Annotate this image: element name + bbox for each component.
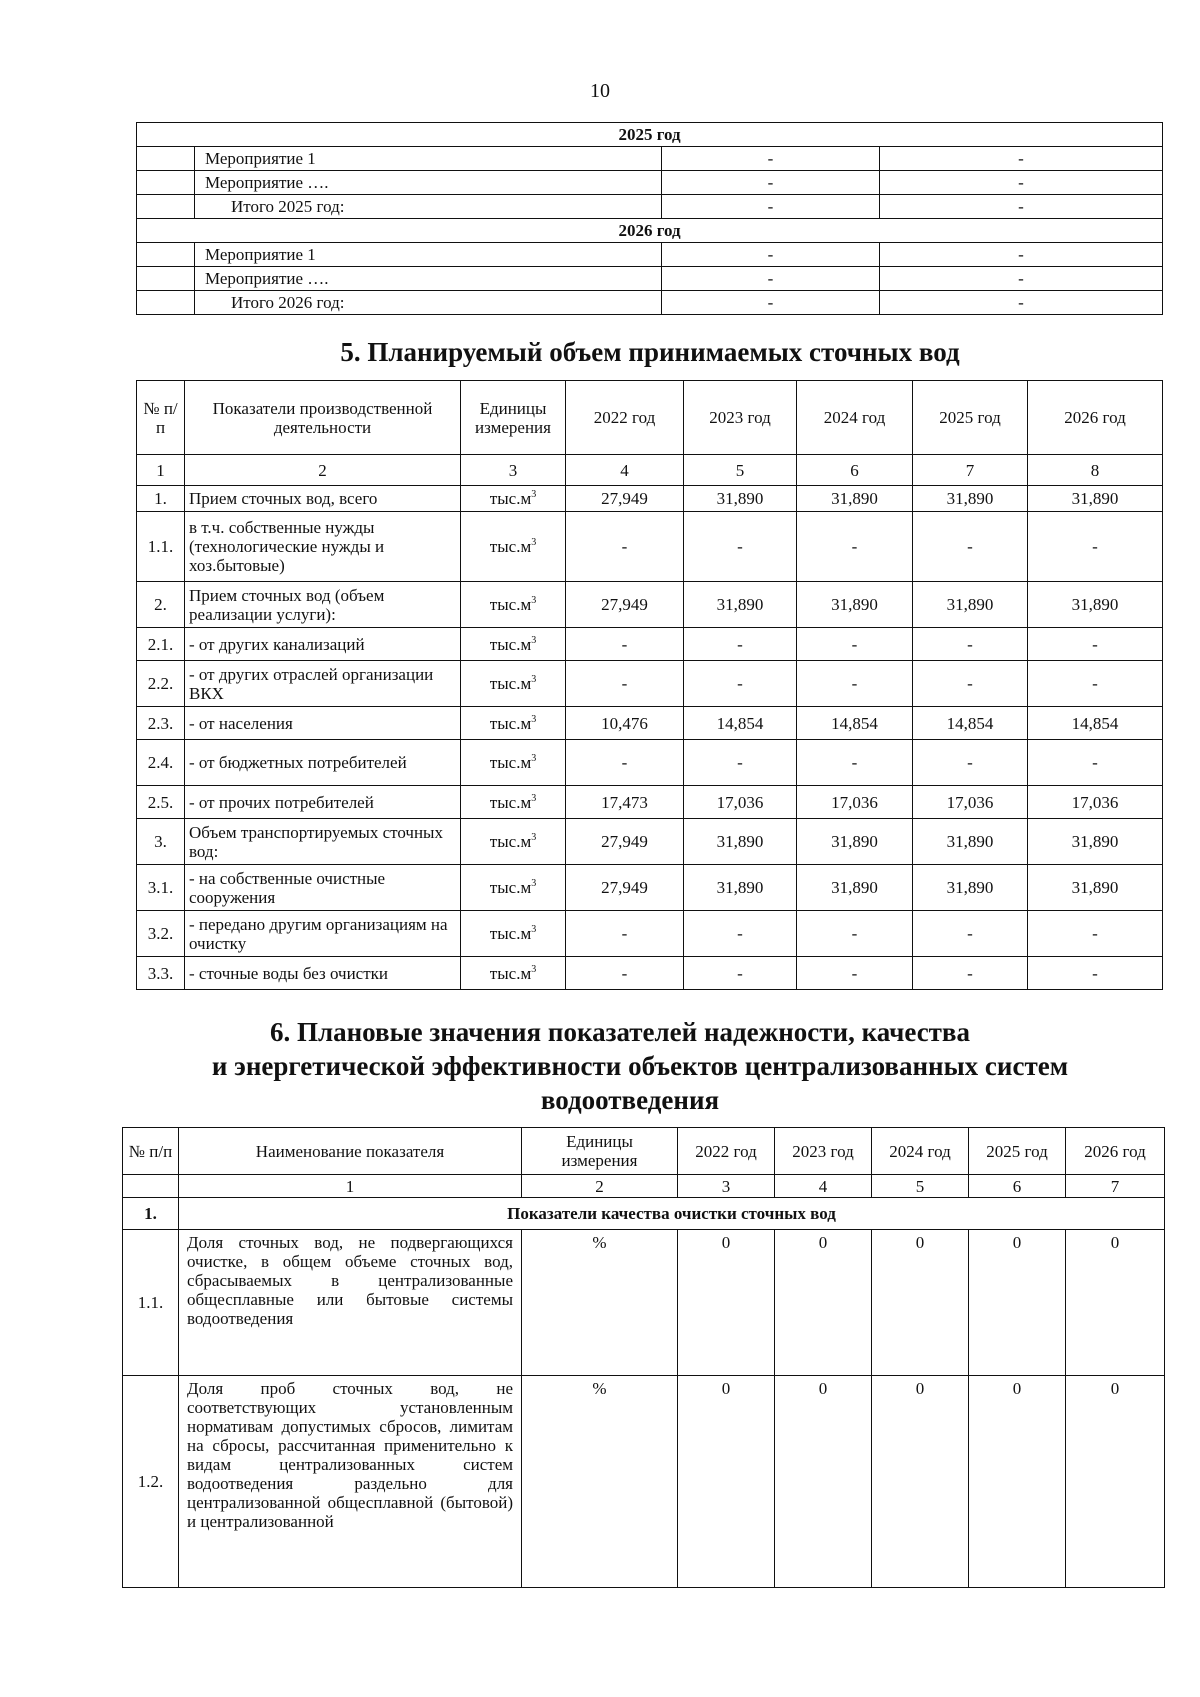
header-2024: 2024 год — [872, 1128, 969, 1175]
unit-superscript: 3 — [531, 713, 537, 725]
table-row — [137, 819, 1163, 865]
unit-superscript: 3 — [531, 634, 537, 646]
header-indicator: Показатели производственной деятельности — [185, 381, 461, 455]
header-num: № п/п — [137, 381, 185, 455]
value-cell: 14,854 — [797, 707, 913, 740]
value-cell: 27,949 — [566, 819, 684, 865]
total-label: Итого 2025 год: — [195, 195, 662, 219]
unit-superscript: 3 — [531, 595, 537, 606]
value-cell: - — [797, 512, 913, 582]
table-row: Мероприятие …. - - — [137, 267, 1163, 291]
indicator-name: Прием сточных вод (объем реализации услуги): — [185, 582, 461, 628]
indicator-name: - от населения — [185, 707, 461, 740]
header-2025: 2025 год — [969, 1128, 1066, 1175]
indicator-name: Объем транспортируемых сточных вод: — [185, 819, 461, 865]
unit-superscript: 3 — [531, 674, 537, 685]
row-num: 2. — [137, 582, 185, 628]
value-cell: 31,890 — [684, 486, 797, 512]
value-cell: - — [684, 661, 797, 707]
unit-cell — [461, 911, 566, 957]
value-cell: - — [566, 957, 684, 990]
page-number: 10 — [590, 80, 610, 102]
value-cell: 14,854 — [1028, 707, 1163, 740]
unit-cell — [461, 819, 566, 865]
unit-superscript: 3 — [531, 963, 537, 975]
value-cell: 31,890 — [913, 582, 1028, 628]
value-cell: - — [684, 957, 797, 990]
unit-text: тыс.м — [489, 963, 532, 983]
value-cell: - — [913, 957, 1028, 990]
indicator-name: - от бюджетных потребителей — [185, 740, 461, 786]
section-5-title: 5. Планируемый объем принимаемых сточных вод — [340, 337, 960, 367]
value-cell: 31,890 — [684, 865, 797, 911]
value-cell: - — [913, 628, 1028, 661]
section-6-title-line-3: водоотведения — [540, 1085, 720, 1115]
unit-text: тыс.м — [489, 924, 532, 943]
value-cell: 31,890 — [684, 582, 797, 628]
value-cell: 17,036 — [1028, 786, 1163, 819]
table-row — [137, 582, 1163, 628]
table-row — [137, 957, 1163, 990]
value-cell: - — [1028, 661, 1163, 707]
group-num: 1. — [123, 1198, 179, 1230]
table-row: Мероприятие 1 - - — [137, 147, 1163, 171]
header-unit: Единицы измерения — [461, 381, 566, 455]
value-cell: 31,890 — [797, 819, 913, 865]
value-cell: 17,473 — [566, 786, 684, 819]
row-num: 1.2. — [123, 1376, 179, 1588]
unit-superscript: 3 — [531, 489, 537, 500]
unit-cell — [461, 661, 566, 707]
indicator-name: в т.ч. собственные нужды (технологические нужды и хоз.бытовые) — [185, 512, 461, 582]
value-cell: 14,854 — [684, 707, 797, 740]
table-row: 1.1. Доля сточных вод, не подвергающихся очистке, в общем объеме сточных вод, сбрасываемых в централизованные общесплавные или бытовые системы водоотведения % 0 0 0 0 0 — [123, 1230, 1165, 1376]
event-name: Мероприятие …. — [195, 171, 662, 195]
unit-cell — [461, 486, 566, 512]
value-cell: - — [684, 512, 797, 582]
table-row — [137, 786, 1163, 819]
row-num: 3. — [137, 819, 185, 865]
value-cell: - — [797, 957, 913, 990]
unit-cell — [461, 582, 566, 628]
header-2022: 2022 год — [566, 381, 684, 455]
unit-superscript: 3 — [531, 537, 537, 548]
section-5-body — [137, 486, 1163, 990]
column-number-row: 1 2 3 4 5 6 7 — [123, 1175, 1165, 1198]
row-num: 1.1. — [123, 1230, 179, 1376]
value-cell: 27,949 — [566, 486, 684, 512]
indicator-name: - от других канализаций — [185, 628, 461, 661]
table-row — [137, 707, 1163, 740]
header-name: Наименование показателя — [179, 1128, 522, 1175]
value-cell: 10,476 — [566, 707, 684, 740]
value-cell: - — [913, 661, 1028, 707]
unit-cell — [461, 707, 566, 740]
value-cell: - — [797, 661, 913, 707]
unit-cell — [461, 512, 566, 582]
indicator-name: - сточные воды без очистки — [185, 957, 461, 990]
table-row — [137, 740, 1163, 786]
row-num: 1. — [137, 486, 185, 512]
value-cell: 31,890 — [797, 486, 913, 512]
value-cell: 31,890 — [684, 819, 797, 865]
header-2023: 2023 год — [684, 381, 797, 455]
value-cell: 27,949 — [566, 582, 684, 628]
row-num: 2.4. — [137, 740, 185, 786]
value-cell: 17,036 — [913, 786, 1028, 819]
table-row — [137, 865, 1163, 911]
row-num: 2.3. — [137, 707, 185, 740]
value-cell: 31,890 — [913, 865, 1028, 911]
group-title: Показатели качества очистки сточных вод — [179, 1198, 1165, 1230]
unit-superscript: 3 — [531, 792, 537, 804]
event-name: Мероприятие …. — [195, 267, 662, 291]
indicator-name: - на собственные очистные сооружения — [185, 865, 461, 911]
unit-text: тыс.м — [489, 832, 532, 851]
value-cell: 17,036 — [797, 786, 913, 819]
row-num: 1.1. — [137, 512, 185, 582]
unit-text: тыс.м — [489, 674, 532, 693]
table-4-continuation — [136, 122, 1163, 315]
section-6-table — [122, 1127, 1165, 1588]
value-cell: 31,890 — [1028, 486, 1163, 512]
unit-text: тыс.м — [489, 595, 532, 614]
value-cell: - — [1028, 512, 1163, 582]
header-2024: 2024 год — [797, 381, 913, 455]
unit-text: тыс.м — [489, 537, 532, 556]
value-cell: - — [1028, 957, 1163, 990]
value-cell: - — [566, 661, 684, 707]
value-cell: - — [797, 628, 913, 661]
header-2026: 2026 год — [1028, 381, 1163, 455]
unit-text: тыс.м — [489, 753, 532, 772]
value-cell: - — [684, 911, 797, 957]
indicator-name: - передано другим организациям на очистку — [185, 911, 461, 957]
unit-cell — [461, 865, 566, 911]
value-cell: 31,890 — [1028, 819, 1163, 865]
section-6-title-line-1: 6. Плановые значения показателей надежности, качества — [269, 1017, 971, 1047]
value-cell: - — [797, 740, 913, 786]
table-row — [137, 661, 1163, 707]
header-row — [123, 1128, 1165, 1175]
indicator-name: - от прочих потребителей — [185, 786, 461, 819]
row-num: 3.3. — [137, 957, 185, 990]
unit-cell — [461, 957, 566, 990]
column-number-row: 1 2 3 4 5 6 7 8 — [137, 455, 1163, 486]
value-cell: - — [797, 911, 913, 957]
event-name: Мероприятие 1 — [195, 243, 662, 267]
unit-superscript: 3 — [531, 753, 537, 764]
header-num: № п/п — [123, 1128, 179, 1175]
unit-text: тыс.м — [489, 792, 532, 812]
section-5-table — [136, 380, 1163, 990]
row-num: 2.2. — [137, 661, 185, 707]
value-cell: 17,036 — [684, 786, 797, 819]
header-row — [137, 381, 1163, 455]
table-row — [137, 486, 1163, 512]
row-num: 2.5. — [137, 786, 185, 819]
table-row: 1.2. Доля проб сточных вод, не соответствующих установленным нормативам допустимых сбросов, лимитам на сбросы, рассчитанная применительно к видам централизованных систем водоотведения раздельно для централизованной общесплавной (бытовой) и централизованной % 0 0 0 0 0 — [123, 1376, 1165, 1588]
section-6-title-line-2: и энергетической эффективности объектов централизованных систем — [211, 1051, 1069, 1081]
unit-text: тыс.м — [489, 713, 532, 733]
value-cell: 31,890 — [913, 819, 1028, 865]
row-num: 3.2. — [137, 911, 185, 957]
indicator-text: Доля сточных вод, не подвергающихся очистке, в общем объеме сточных вод, сбрасываемых в централизованные общесплавные или бытовые системы водоотведения — [179, 1230, 522, 1376]
year-row-2025 — [137, 123, 1163, 147]
value-cell: 31,890 — [913, 486, 1028, 512]
table-row: Мероприятие …. - - — [137, 171, 1163, 195]
value-cell: - — [566, 628, 684, 661]
unit-superscript: 3 — [531, 878, 537, 889]
unit-cell — [461, 740, 566, 786]
unit-text: тыс.м — [489, 489, 532, 508]
value-cell: 27,949 — [566, 865, 684, 911]
group-row — [123, 1198, 1165, 1230]
value-cell: 31,890 — [1028, 865, 1163, 911]
unit-text: тыс.м — [489, 878, 532, 897]
value-cell: - — [566, 740, 684, 786]
value-cell: - — [1028, 628, 1163, 661]
value-cell: 31,890 — [797, 865, 913, 911]
table-row — [137, 628, 1163, 661]
unit-text: тыс.м — [489, 634, 532, 654]
value-cell: - — [684, 740, 797, 786]
table-row: Итого 2026 год: - - — [137, 291, 1163, 315]
header-2025: 2025 год — [913, 381, 1028, 455]
table-row: Итого 2025 год: - - — [137, 195, 1163, 219]
year-2026-heading: 2026 год — [137, 219, 1163, 243]
table-row — [137, 512, 1163, 582]
year-2025-heading: 2025 год — [137, 123, 1163, 147]
unit-superscript: 3 — [531, 832, 537, 843]
row-num: 3.1. — [137, 865, 185, 911]
row-num: 2.1. — [137, 628, 185, 661]
unit-superscript: 3 — [531, 924, 537, 935]
table-row: Мероприятие 1 - - — [137, 243, 1163, 267]
value-cell: - — [566, 911, 684, 957]
value-cell: - — [684, 628, 797, 661]
unit-cell — [461, 628, 566, 661]
value-cell: 31,890 — [1028, 582, 1163, 628]
value-cell: - — [1028, 911, 1163, 957]
year-row-2026 — [137, 219, 1163, 243]
table-row — [137, 911, 1163, 957]
header-2026: 2026 год — [1066, 1128, 1165, 1175]
header-2023: 2023 год — [775, 1128, 872, 1175]
header-2022: 2022 год — [678, 1128, 775, 1175]
indicator-text: Доля проб сточных вод, не соответствующих установленным нормативам допустимых сбросов, лимитам на сбросы, рассчитанная применительно к видам централизованных систем водоотведения раздельно для централизованной общесплавной (бытовой) и централизованной — [179, 1376, 522, 1588]
value-cell: 31,890 — [797, 582, 913, 628]
value-cell: - — [913, 740, 1028, 786]
indicator-name: Прием сточных вод, всего — [185, 486, 461, 512]
value-cell: - — [913, 512, 1028, 582]
value-cell: - — [566, 512, 684, 582]
indicator-name: - от других отраслей организации ВКХ — [185, 661, 461, 707]
value-cell: - — [913, 911, 1028, 957]
header-unit: Единицы измерения — [522, 1128, 678, 1175]
event-name: Мероприятие 1 — [195, 147, 662, 171]
unit-cell — [461, 786, 566, 819]
value-cell: 14,854 — [913, 707, 1028, 740]
total-label: Итого 2026 год: — [195, 291, 662, 315]
value-cell: - — [1028, 740, 1163, 786]
